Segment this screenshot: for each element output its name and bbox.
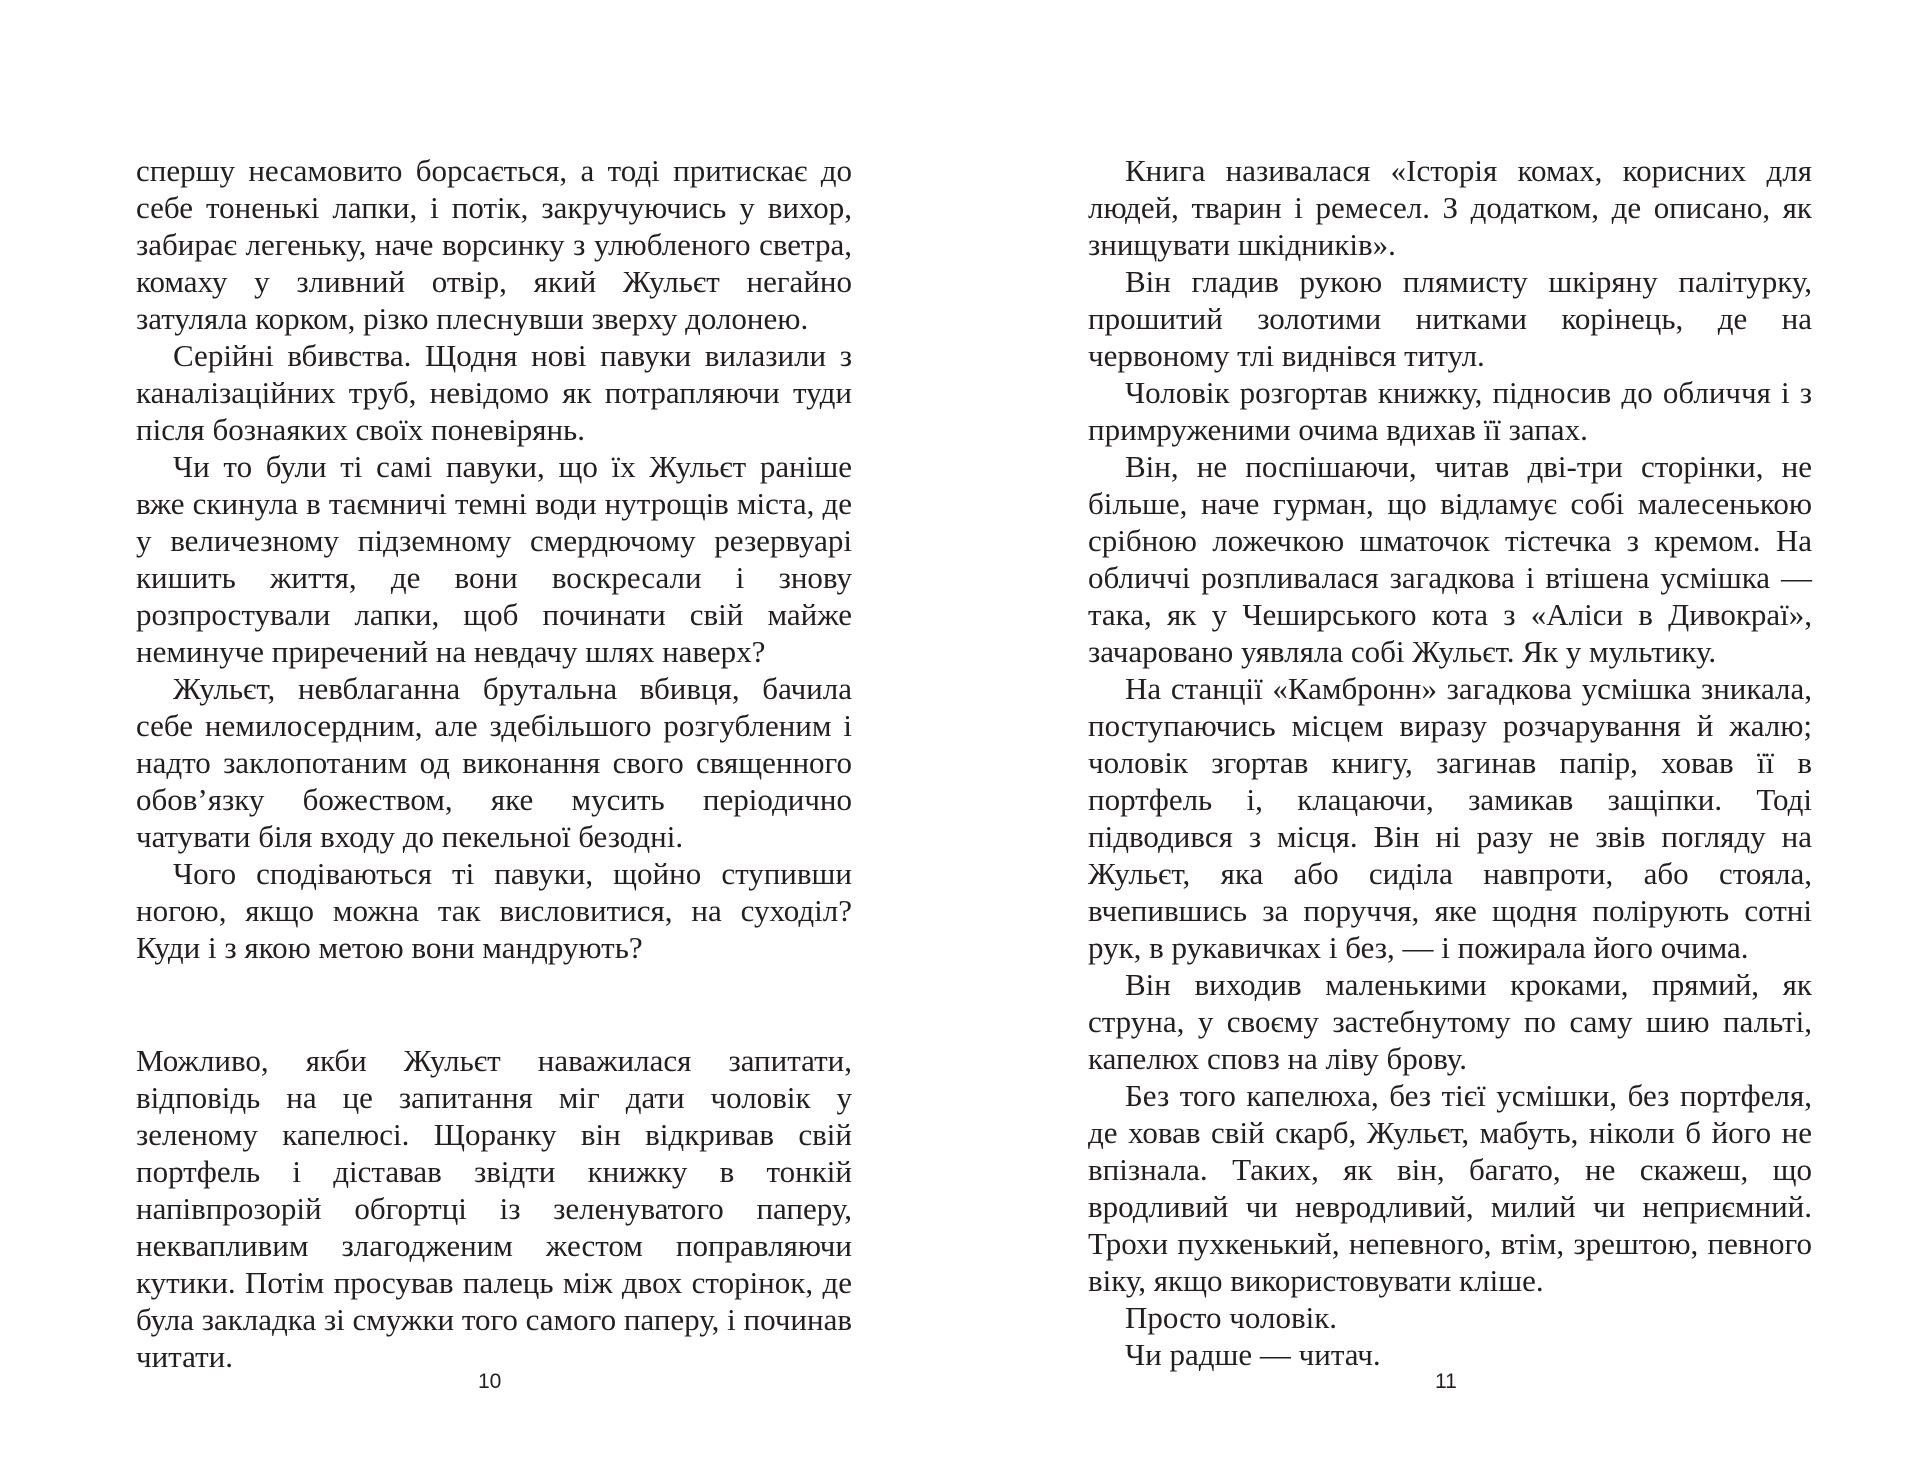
paragraph: Серійні вбивства. Щодня нові павуки вилазили з каналізаційних труб, невідомо як потрапляючи туди після бознаяких своїх поневірянь. xyxy=(136,338,852,447)
paragraph: Чого сподіваються ті павуки, щойно ступивши ногою, якщо можна так висловитися, на суходіл? Куди і з якою метою вони мандрують? xyxy=(136,856,852,965)
paragraph: Він виходив маленькими кроками, прямий, як струна, у своєму застебнутому по саму шию пальті, капелюх сповз на ліву брову. xyxy=(1088,967,1812,1076)
paragraph: Жульєт, невблаганна брутальна вбивця, бачила себе немилосердним, але здебільшого розгубленим і надто заклопотаним од виконання свого священного обов’язку божеством, яке мусить періодично чатувати біля входу до пекельної безодні. xyxy=(136,671,852,854)
right-text-block xyxy=(1088,152,1812,1373)
page-number-right: 11 xyxy=(1435,1370,1457,1393)
page-number-left: 10 xyxy=(478,1370,502,1393)
left-text-block-bottom xyxy=(136,1042,852,1375)
paragraph: Книга називалася «Історія комах, корисних для людей, тварин і ремесел. З додатком, де описано, як знищувати шкідників». xyxy=(1088,153,1812,262)
paragraph: Він гладив рукою плямисту шкіряну палітурку, прошитий золотими нитками корінець, де на червоному тлі виднівся титул. xyxy=(1088,264,1812,373)
paragraph: спершу несамовито борсається, а тоді притискає до себе тоненькі лапки, і потік, закручуючись у вихор, забирає легеньку, наче ворсинку з улюбленого светра, комаху у зливний отвір, який Жульєт негайно затуляла корком, різко плеснувши зверху долонею. xyxy=(136,153,852,336)
paragraph: Можливо, якби Жульєт наважилася запитати, відповідь на це запитання міг дати чоловік у зеленому капелюсі. Щоранку він відкривав свій портфель і діставав звідти книжку в тонкій напівпрозорій обгортці із зеленуватого паперу, неквапливим злагодженим жестом поправляючи кутики. Потім просував палець між двох сторінок, де була закладка зі смужки того самого паперу, і починав читати. xyxy=(136,1043,852,1374)
paragraph: Він, не поспішаючи, читав дві-три сторінки, не більше, наче гурман, що відламує собі малесенькою срібною ложечкою шматочок тістечка з кремом. На обличчі розпливалася загадкова і втішена усмішка — така, як у Чеширського кота з «Аліси в Дивокраї», зачаровано уявляла собі Жульєт. Як у мультику. xyxy=(1088,449,1812,669)
paragraph: Чи то були ті самі павуки, що їх Жульєт раніше вже скинула в таємничі темні води нутрощів міста, де у величезному підземному смердючому резервуарі кишить життя, де вони воскресали і знову розпростували лапки, щоб починати свій майже неминуче приречений на невдачу шлях наверх? xyxy=(136,449,852,669)
paragraph: Без того капелюха, без тієї усмішки, без портфеля, де ховав свій скарб, Жульєт, мабуть, ніколи б його не впізнала. Таких, як він, багато, не скажеш, що вродливий чи невродливий, милий чи неприємний. Трохи пухкенький, непевного, втім, зрештою, певного віку, якщо використовувати кліше. xyxy=(1088,1078,1812,1298)
paragraph: На станції «Камбронн» загадкова усмішка зникала, поступаючись місцем виразу розчарування й жалю; чоловік згортав книгу, загинав папір, ховав її в портфель і, клацаючи, замикав защіпки. Тоді підводився з місця. Він ні разу не звів погляду на Жульєт, яка або сиділа навпроти, або стояла, вчепившись за поруччя, яке щодня полірують сотні рук, в рукавичках і без, — і пожирала його очима. xyxy=(1088,671,1812,965)
paragraph: Просто чоловік. xyxy=(1125,1300,1338,1335)
paragraph: Чи радше — читач. xyxy=(1125,1337,1381,1372)
left-text-block-top xyxy=(136,152,852,966)
paragraph: Чоловік розгортав книжку, підносив до обличчя і з примруженими очима вдихав її запах. xyxy=(1088,375,1812,447)
